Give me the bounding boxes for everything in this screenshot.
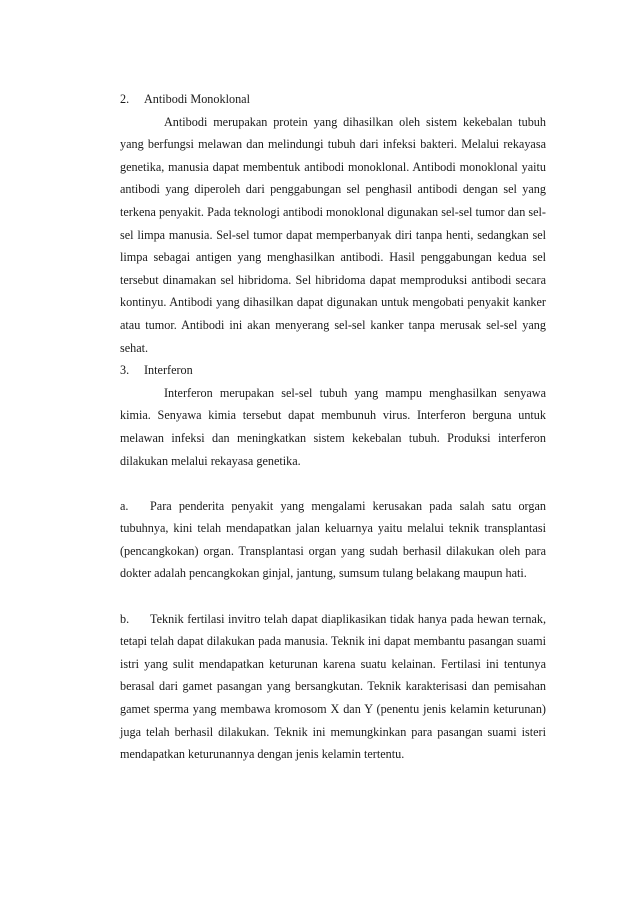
paragraph-gap [120,585,546,608]
list-item-a [120,495,546,585]
list-item-b [120,608,546,766]
section-heading-antibodi [120,88,546,111]
section-title: Antibodi Monoklonal [144,92,250,106]
section-heading-interferon [120,359,546,382]
list-letter: b. [120,611,130,626]
paragraph-antibodi: Antibodi merupakan protein yang dihasilkan oleh sistem kekebalan tubuh yang berfungsi melawan dan melindungi tubuh dari infeksi bakteri. Melalui rekayasa genetika, manusia dapat membentuk antibodi monoklonal. Antibodi monoklonal yaitu antibodi yang diperoleh dari penggabungan sel penghasil antibodi dengan sel yang terkena penyakit. Pada teknologi antibodi monoklonal digunakan sel-sel tumor dan sel-sel limpa manusia. Sel-sel tumor dapat memperbanyak diri tanpa henti, sedangkan sel limpa sebagai antigen yang menghasilkan antibodi. Hasil penggabungan kedua sel tersebut dinamakan sel hibridoma. Sel hibridoma dapat memproduksi antibodi secara kontinyu. Antibodi yang dihasilkan dapat digunakan untuk mengobati penyakit kanker atau tumor. Antibodi ini akan menyerang sel-sel kanker tanpa merusak sel-sel yang sehat. [120,114,546,355]
section-number: 2. [120,92,130,106]
paragraph-interferon: Interferon merupakan sel-sel tubuh yang mampu menghasilkan senyawa kimia. Senyawa kimia tersebut dapat membunuh virus. Interferon berguna untuk melawan infeksi dan meningkatkan sistem kekebalan tubuh. Produksi interferon dilakukan melalui rekayasa genetika. [120,385,546,468]
section-title: Interferon [144,363,193,378]
list-letter: a. [120,498,129,513]
paragraph-gap [120,472,546,495]
list-text: Teknik fertilasi invitro telah dapat diaplikasikan tidak hanya pada hewan ternak, tetapi telah dapat dilakukan pada manusia. Teknik ini dapat membantu pasangan suami istri yang sulit mendapatkan keturunan karena suatu kelainan. Fertilasi ini tentunya berasal dari gamet pasangan yang bersangkutan. Teknik karakterisasi dan pemisahan gamet sperma yang membawa kromosom X dan Y (penentu jenis kelamin keturunan) juga telah berhasil dilakukan. Teknik ini memungkinkan para pasangan suami isteri mendapatkan keturunannya dengan jenis kelamin tertentu. [120,611,546,762]
section-number: 3. [120,363,130,378]
list-text: Para penderita penyakit yang mengalami kerusakan pada salah satu organ tubuhnya, kini telah mendapatkan jalan keluarnya yaitu melalui teknik transplantasi (pencangkokan) organ. Transplantasi organ yang sudah berhasil dilakukan oleh para dokter adalah pencangkokan ginjal, jantung, sumsum tulang belakang maupun hati. [120,498,546,581]
document-page [120,88,546,766]
